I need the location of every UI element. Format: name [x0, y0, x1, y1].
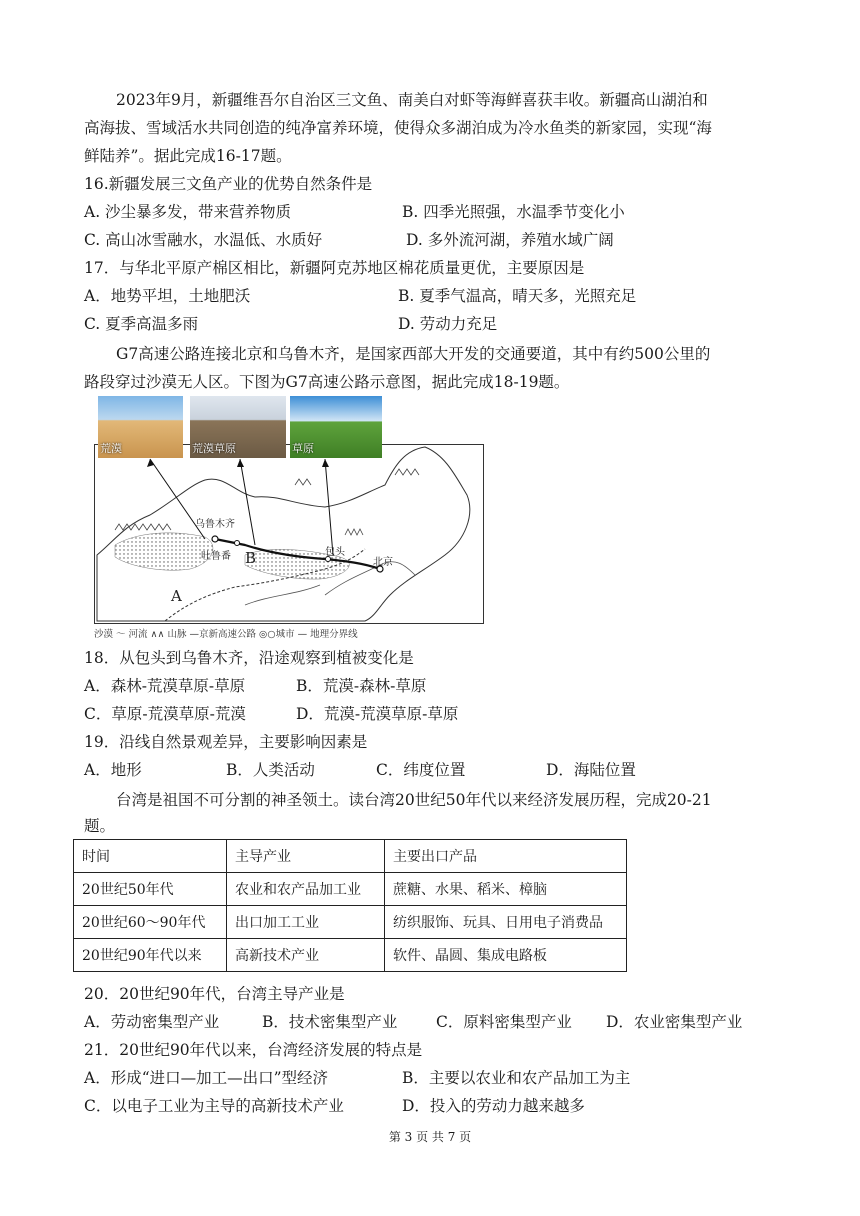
intro1-line3: 鲜陆养”。据此完成16-17题。 — [84, 147, 292, 165]
q21-option-a: A．形成“进口—加工—出口”型经济 — [84, 1069, 329, 1087]
photo-desert-caption: 荒漠 — [100, 442, 122, 455]
page-number: 第 3 页 共 7 页 — [388, 1130, 472, 1144]
table-header-cell: 主要出口产品 — [385, 840, 627, 873]
china-north-map-drawing — [95, 445, 483, 623]
q16-option-c: C. 高山冰雪融水，水温低、水质好 — [84, 231, 323, 249]
q19-stem: 19．沿线自然景观差异，主要影响因素是 — [84, 733, 368, 751]
q18-option-c: C．草原-荒漠草原-荒漠 — [84, 705, 246, 723]
q17-stem: 17．与华北平原产棉区相比，新疆阿克苏地区棉花质量更优，主要原因是 — [84, 259, 585, 277]
map-legend: 沙漠 ～ 河流 ∧∧ 山脉 —京新高速公路 ◎○城市 — 地理分界线 — [94, 629, 358, 640]
map-frame — [94, 444, 484, 624]
q19-option-c: C．纬度位置 — [376, 761, 466, 779]
q17-option-a: A．地势平坦，土地肥沃 — [84, 287, 251, 305]
q21-stem: 21．20世纪90年代以来，台湾经济发展的特点是 — [84, 1041, 423, 1059]
g7-highway-map-figure — [84, 396, 484, 641]
intro3-line1: 台湾是祖国不可分割的神圣领土。读台湾20世纪50年代以来经济发展历程，完成20-21 — [116, 791, 712, 809]
q20-stem: 20．20世纪90年代，台湾主导产业是 — [84, 985, 345, 1003]
q20-option-c: C．原料密集型产业 — [436, 1013, 572, 1031]
intro2-line2: 路段穿过沙漠无人区。下图为G7高速公路示意图，据此完成18-19题。 — [84, 373, 570, 391]
photo-steppe — [290, 396, 382, 458]
q20-option-a: A．劳动密集型产业 — [84, 1013, 220, 1031]
photo-desert — [98, 396, 183, 458]
table-cell: 软件、晶圆、集成电路板 — [385, 939, 627, 972]
q19-option-b: B．人类活动 — [226, 761, 315, 779]
q16-option-b: B. 四季光照强，水温季节变化小 — [402, 203, 625, 221]
table-header-cell: 时间 — [74, 840, 227, 873]
q16-stem: 16.新疆发展三文鱼产业的优势自然条件是 — [84, 175, 373, 193]
q20-option-d: D．农业密集型产业 — [606, 1013, 743, 1031]
q19-option-a: A．地形 — [84, 761, 142, 779]
q17-option-c: C. 夏季高温多雨 — [84, 315, 199, 333]
photo-desert-steppe — [190, 396, 286, 458]
table-cell: 出口加工工业 — [227, 906, 385, 939]
table-header-row — [74, 840, 627, 873]
map-label-baotou: 包头 — [325, 547, 345, 558]
table-cell: 蔗糖、水果、稻米、樟脑 — [385, 873, 627, 906]
q17-option-b: B. 夏季气温高，晴天多，光照充足 — [398, 287, 637, 305]
map-label-beijing: 北京 — [373, 557, 393, 568]
q21-option-d: D．投入的劳动力越来越多 — [402, 1097, 585, 1115]
intro2-line1: G7高速公路连接北京和乌鲁木齐，是国家西部大开发的交通要道，其中有约500公里的 — [116, 345, 711, 363]
map-label-b: B — [245, 549, 257, 567]
table-cell: 农业和农产品加工业 — [227, 873, 385, 906]
q16-option-d: D. 多外流河湖，养殖水域广阔 — [406, 231, 614, 249]
table-row — [74, 906, 627, 939]
q18-option-b: B．荒漠-森林-草原 — [296, 677, 427, 695]
q21-option-b: B．主要以农业和农产品加工为主 — [402, 1069, 631, 1087]
table-row — [74, 873, 627, 906]
table-cell: 20世纪50年代 — [74, 873, 227, 906]
map-label-turpan: 吐鲁番 — [201, 551, 231, 562]
table-cell: 20世纪60～90年代 — [74, 906, 227, 939]
q18-stem: 18．从包头到乌鲁木齐，沿途观察到植被变化是 — [84, 649, 414, 667]
q18-option-d: D．荒漠-荒漠草原-草原 — [296, 705, 459, 723]
q17-option-d: D. 劳动力充足 — [398, 315, 498, 333]
table-header-cell: 主导产业 — [227, 840, 385, 873]
taiwan-economy-table — [73, 839, 627, 972]
q19-option-d: D．海陆位置 — [546, 761, 636, 779]
table-cell: 纺织服饰、玩具、日用电子消费品 — [385, 906, 627, 939]
table-cell: 高新技术产业 — [227, 939, 385, 972]
intro3-line2: 题。 — [84, 817, 116, 835]
q18-option-a: A．森林-荒漠草原-草原 — [84, 677, 246, 695]
table-cell: 20世纪90年代以来 — [74, 939, 227, 972]
q20-option-b: B．技术密集型产业 — [262, 1013, 398, 1031]
intro1-line2: 高海拔、雪域活水共同创造的纯净富养环境，使得众多湖泊成为冷水鱼类的新家园，实现“海 — [84, 119, 712, 137]
q21-option-c: C．以电子工业为主导的高新技术产业 — [84, 1097, 344, 1115]
photo-desert-steppe-caption: 荒漠草原 — [192, 442, 236, 455]
intro1-line1: 2023年9月，新疆维吾尔自治区三文鱼、南美白对虾等海鲜喜获丰收。新疆高山湖泊和 — [116, 91, 708, 109]
q16-option-a: A. 沙尘暴多发，带来营养物质 — [84, 203, 292, 221]
map-label-urumqi: 乌鲁木齐 — [195, 519, 235, 530]
map-label-a: A — [171, 587, 182, 605]
photo-steppe-caption: 草原 — [292, 442, 314, 455]
table-row — [74, 939, 627, 972]
